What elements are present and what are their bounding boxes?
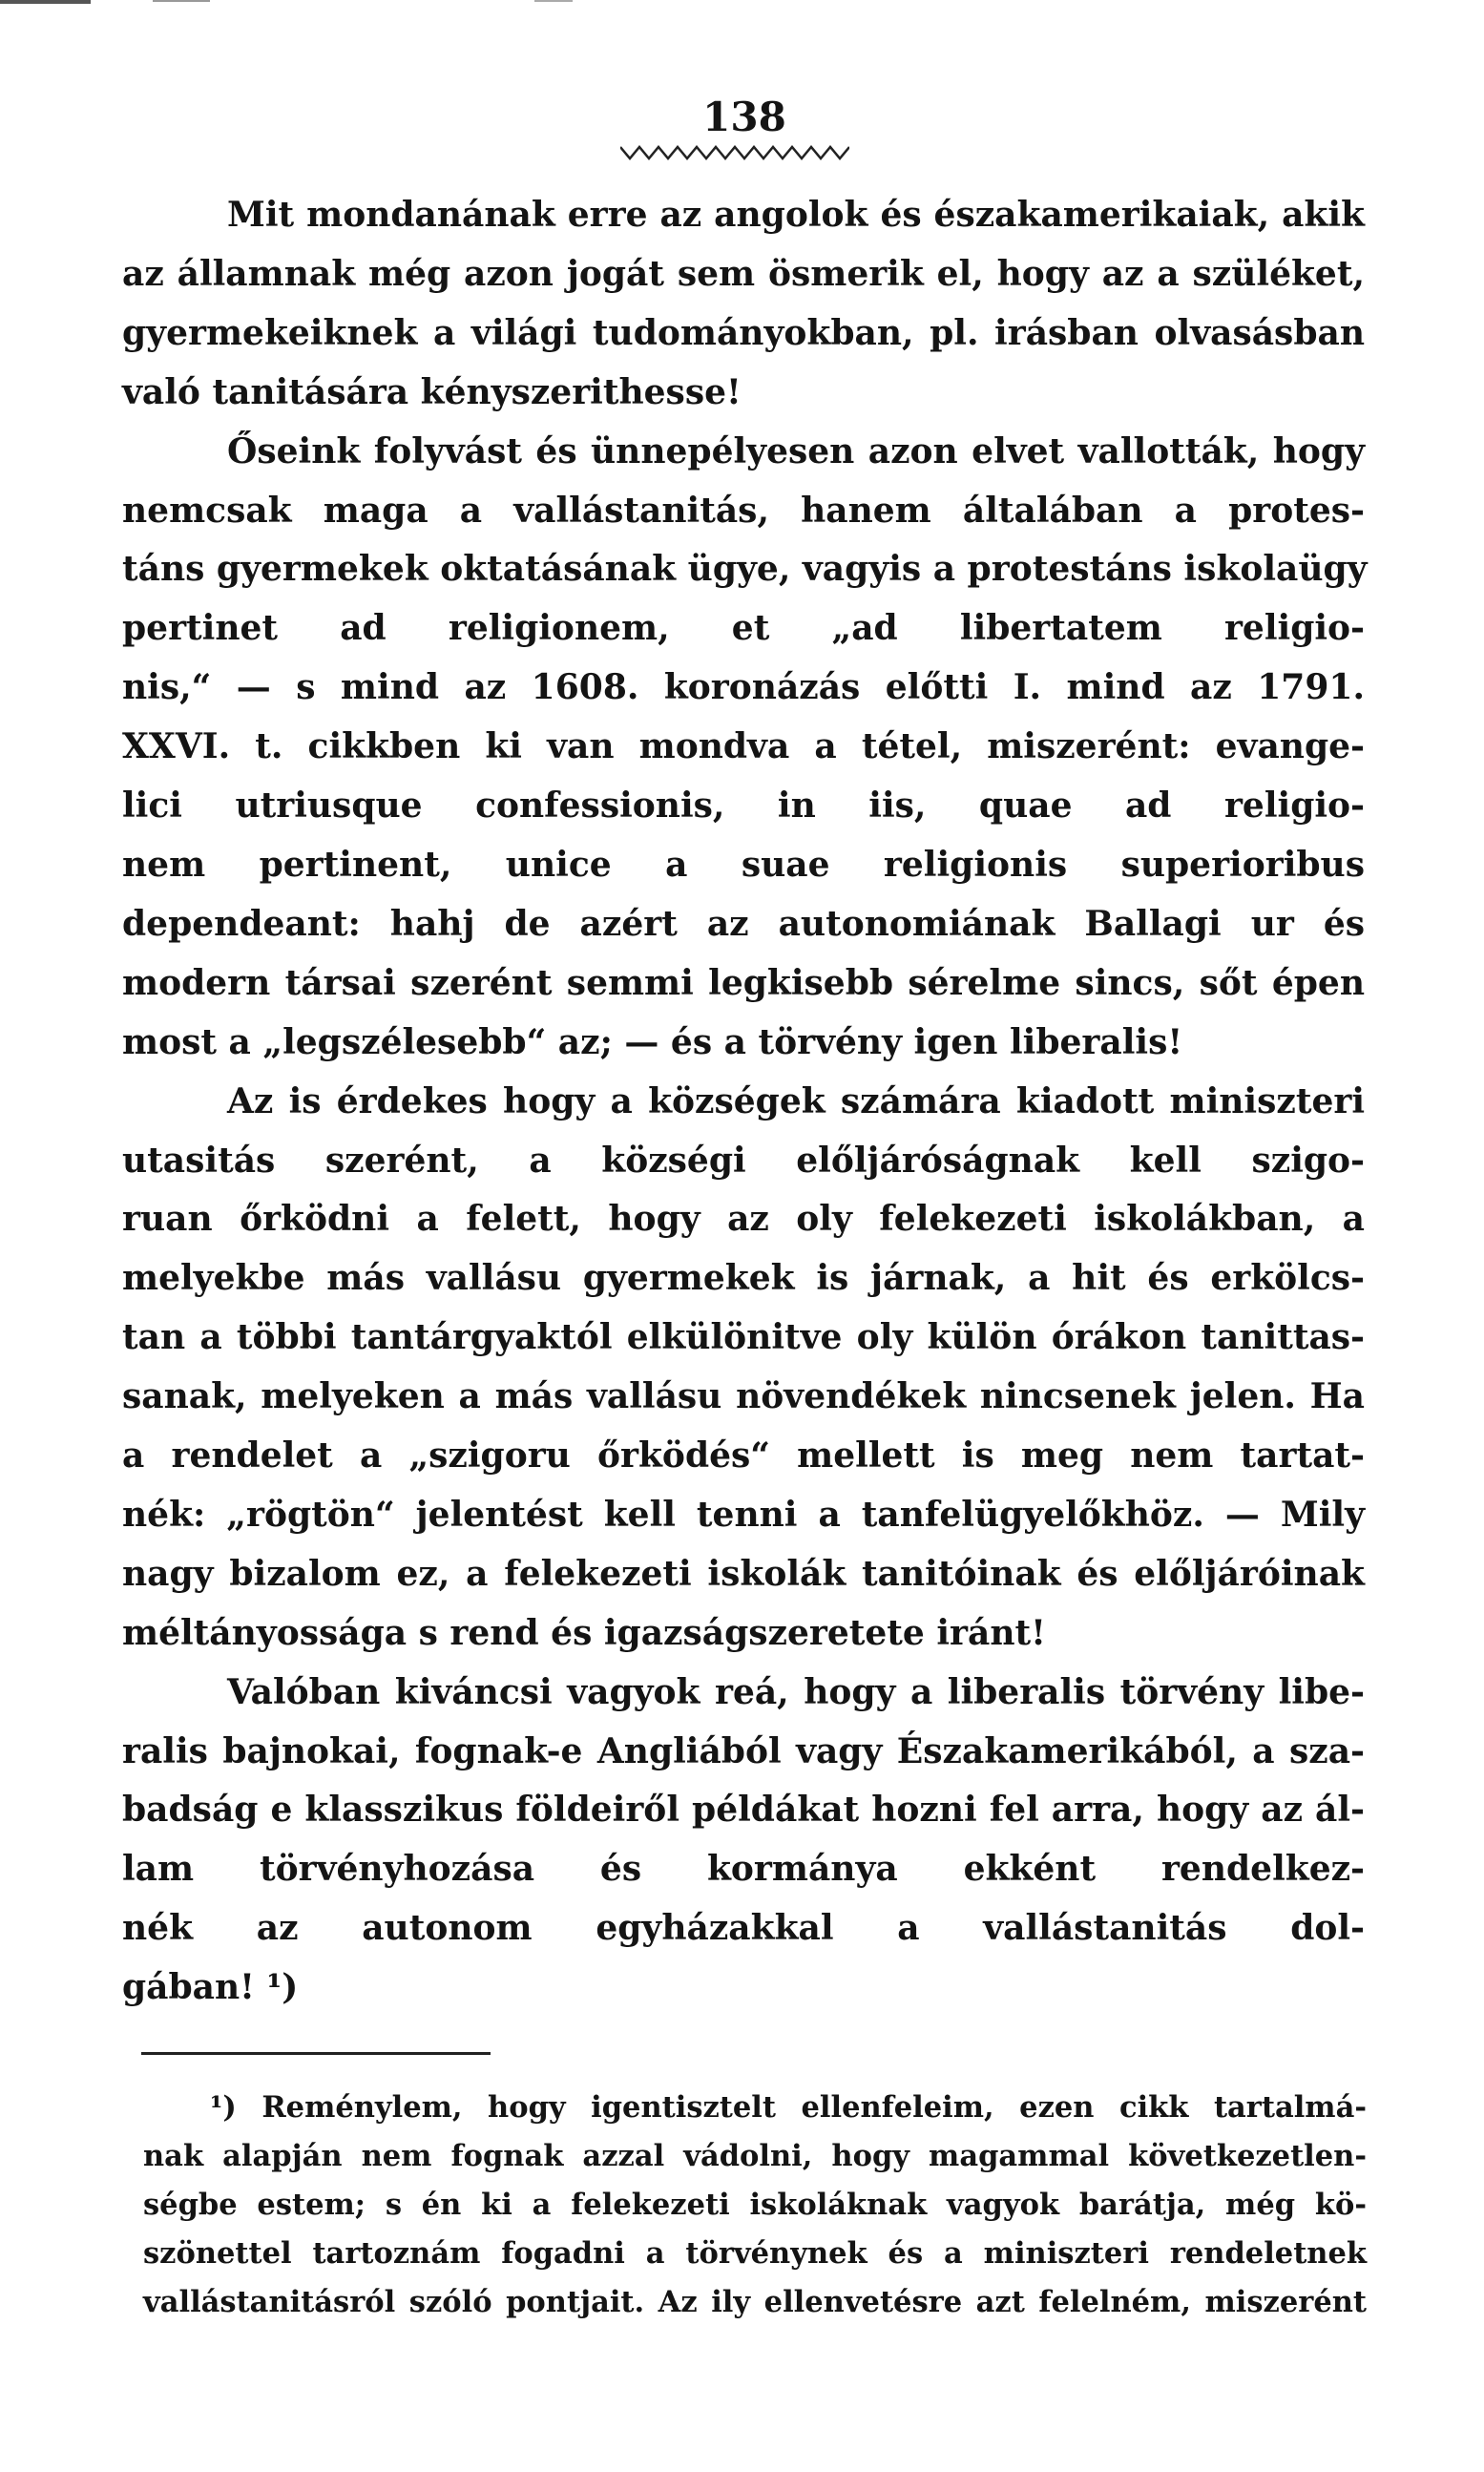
text-line: méltányossága s rend és igazságszeretete iránt! [122, 1612, 1046, 1653]
text-line: való tanitására kényszerithesse! [122, 371, 742, 412]
footnote-line: nak alapján nem fognak azzal vádolni, hogy magammal következetlen- [143, 2139, 1367, 2173]
text-line: lici utriusque confessionis, in iis, quae ad religio- [122, 786, 1365, 827]
text-line: modern társai szerént semmi legkisebb sérelme sincs, sőt épen [122, 962, 1365, 1003]
page-number: 138 [702, 94, 786, 140]
text-line: melyekbe más vallásu gyermekek is járnak, a hit és erkölcs- [122, 1258, 1365, 1299]
text-line: ruan őrködni a felett, hogy az oly felekezeti iskolákban, a [122, 1199, 1365, 1240]
ornament-zigzag [620, 141, 849, 166]
text-line: pertinet ad religionem, et „ad libertatem religio- [122, 608, 1365, 649]
text-line: nemcsak maga a vallástanitás, hanem általában a protes- [122, 490, 1365, 531]
text-line: sanak, melyeken a más vallásu növendékek nincsenek jelen. Ha [122, 1376, 1365, 1417]
text-line: ralis bajnokai, fognak-e Angliából vagy Északamerikából, a sza- [122, 1730, 1365, 1771]
text-line: nék az autonom egyházakkal a vallástanitás dol- [122, 1908, 1365, 1949]
footnote-text: Reménylem, hogy igentisztelt ellenfeleim, ezen cikk tartalmá- [261, 2090, 1367, 2125]
text-line: a rendelet a „szigoru őrködés“ mellett is meg nem tartat- [122, 1435, 1365, 1477]
text-line: nagy bizalom ez, a felekezeti iskolák tanitóinak és előljáróinak [122, 1553, 1365, 1594]
footnote-line: ségbe estem; s én ki a felekezeti iskoláknak vagyok barátja, még kö- [143, 2188, 1367, 2222]
text-line: Az is érdekes hogy a községek számára kiadott miniszteri [227, 1080, 1365, 1121]
footnote-divider [141, 2052, 491, 2055]
text-line: Valóban kiváncsi vagyok reá, hogy a liberalis törvény libe- [227, 1671, 1365, 1712]
footnote [143, 2084, 1367, 2327]
text-line: dependeant: hahj de azért az autonomiának Ballagi ur és [122, 903, 1365, 944]
text-line: badság e klasszikus földeiről példákat hozni fel arra, hogy az ál- [122, 1790, 1365, 1831]
text-line: lam törvényhozása és kormánya ekként rendelkez- [122, 1849, 1365, 1890]
text-line: Őseink folyvást és ünnepélyesen azon elvet vallották, hogy [227, 430, 1365, 471]
text-line: gában! ¹) [122, 1967, 299, 2008]
text-line: gyermekeiknek a világi tudományokban, pl. irásban olvasásban [122, 312, 1365, 353]
text-line: az államnak még azon jogát sem ösmerik el, hogy az a szüléket, [122, 253, 1365, 294]
footnote-line [143, 2084, 1367, 2132]
text-line: nem pertinent, unice a suae religionis superioribus [122, 844, 1365, 885]
scan-edge-marks [0, 0, 1484, 8]
footnote-line: vallástanitásról szóló pontjait. Az ily ellenvetésre azt felelném, miszerént [143, 2285, 1367, 2319]
footnote-line: szönettel tartoznám fogadni a törvénynek és a miniszteri rendeletnek [143, 2236, 1367, 2271]
text-line: Mit mondanának erre az angolok és északamerikaiak, akik [227, 195, 1365, 235]
text-line: utasitás szerént, a községi előljáróságnak kell szigo- [122, 1140, 1365, 1181]
text-line: most a „legszélesebb“ az; — és a törvény igen liberalis! [122, 1021, 1183, 1062]
text-line: táns gyermekek oktatásának ügye, vagyis a protestáns iskolaügy [122, 549, 1368, 590]
text-line: tan a többi tantárgyaktól elkülönitve oly külön órákon tanittas- [122, 1317, 1365, 1358]
text-line: nis,“ — s mind az 1608. koronázás előtti I. mind az 1791. [122, 667, 1365, 708]
text-line: nék: „rögtön“ jelentést kell tenni a tanfelügyelőkhöz. — Mily [122, 1494, 1365, 1535]
text-line: XXVI. t. cikkben ki van mondva a tétel, miszerént: evange- [122, 726, 1365, 767]
main-text [122, 186, 1368, 2018]
footnote-marker: ¹) [210, 2090, 237, 2125]
